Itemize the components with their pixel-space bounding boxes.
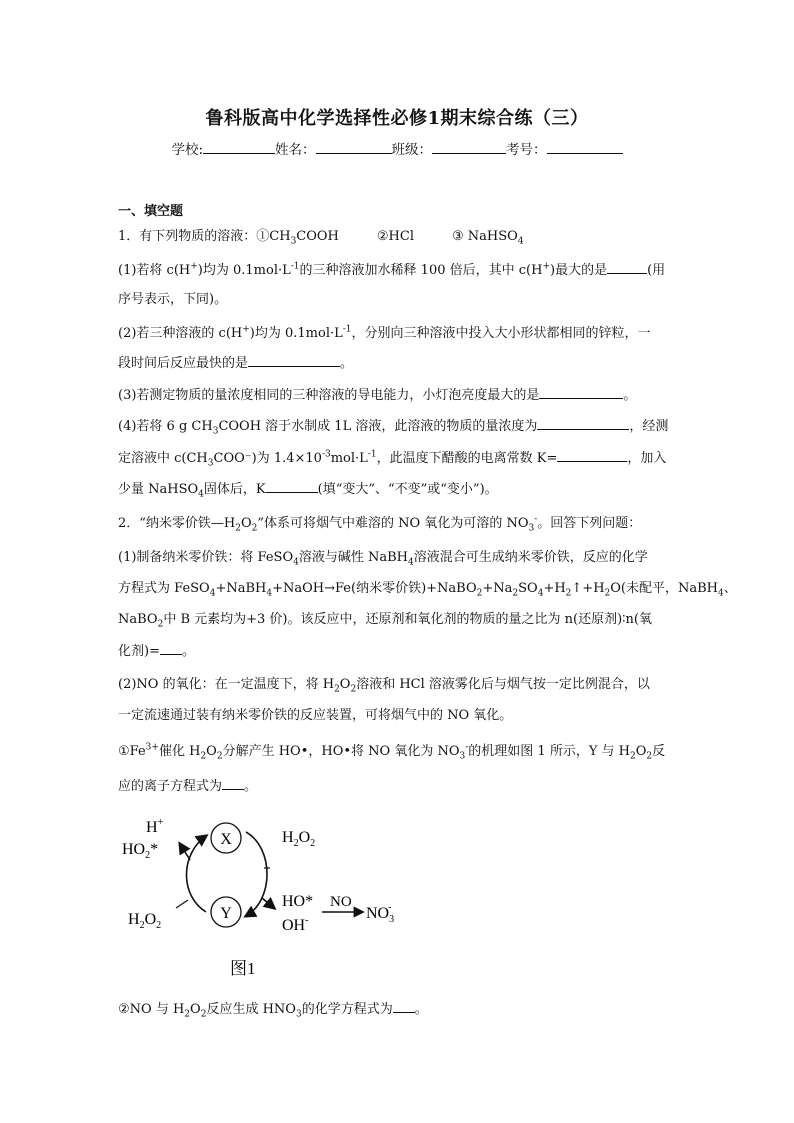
class-blank[interactable] xyxy=(432,139,506,154)
oh-minus-label: OH- xyxy=(282,915,309,934)
q1-part4-blank-k[interactable] xyxy=(557,448,627,462)
arrow-x-to-y xyxy=(246,832,267,916)
q1-part2: (2)若三种溶液的 c(H+)均为 $0.1mol\cdot L^{-1}$，分别向三种溶液中投入大小形状都相同的锌粒，一 xyxy=(118,324,651,341)
h-plus-label: H+ xyxy=(146,817,164,836)
arrow-to-ho2 xyxy=(180,844,190,860)
q2-part1-line2: 方程式为 FeSO$_4$+NaBH$_4$+NaOH→Fe(纳米零价铁)$+NaBO_2+Na_2SO_4+H_2↑+H_2O$(未配平，NaBH$_4$、 xyxy=(118,581,737,599)
q2-part2-line2: 一定流速通过装有纳米零价铁的反应装置，可将烟气中的 NO 氧化。 xyxy=(118,708,513,723)
ho2-star-label: $HO_2*$ xyxy=(122,841,159,861)
q1-part3-blank[interactable] xyxy=(539,385,623,399)
q2-sub1: $①Fe^{3+}$催化 $H_2O_2$分解产生 HO•，HO•将 NO 氧化为 $NO_3^-$的机理如图 1 所示，Y 与 $H_2O_2$反 xyxy=(118,742,666,762)
q2-part1-line3: NaBO$_2$中 B 元素均为+3 价)。该反应中，还原剂和氧化剂的物质的量之比为 n(还原剂)∶n(氧 xyxy=(118,612,652,630)
h2o2-left-label: $H_2O_2$ xyxy=(128,911,162,931)
no-label: NO xyxy=(330,894,352,910)
no3-label: $NO_3-$ xyxy=(366,902,395,925)
exam-no-label: 考号： xyxy=(506,142,547,158)
q2-part1-line4: 化剂)= 。 xyxy=(118,641,195,662)
q1-part4-blank-change[interactable] xyxy=(266,479,318,493)
q1-part4-blank-concentration[interactable] xyxy=(537,416,629,430)
q2-sub2-blank[interactable] xyxy=(393,999,415,1013)
name-blank[interactable] xyxy=(316,139,392,154)
q1-part4-line3: 少量 NaHSO$_4$固体后，K (填“变大”、“不变”或“变小”)。 xyxy=(118,479,498,500)
school-blank[interactable] xyxy=(203,139,275,154)
school-label: 学校: xyxy=(171,142,204,158)
name-label: 姓名： xyxy=(275,142,316,158)
q1-part1-line2: 序号表示，下同)。 xyxy=(118,292,228,307)
q1-part1: (1)若将 c(H+)均为 $0.1mol\cdot L^{-1}$的三种溶液加水稀释 100 倍后，其中 c(H+)最大的是 (用 xyxy=(118,261,666,278)
page-title: 鲁科版高中化学选择性必修1期末综合练（三） xyxy=(205,108,589,129)
q2-part2: (2)NO 的氧化：在一定温度下，将 $H_2O_2$溶液和 HCl 溶液雾化后与烟气按一定比例混合，以 xyxy=(118,677,650,695)
q1-part1-blank[interactable] xyxy=(607,260,647,274)
arrow-y-to-x xyxy=(187,836,207,912)
q2-sub1-line2: 应的离子方程式为 。 xyxy=(118,776,257,797)
h2o2-right-label: $H_2O_2$ xyxy=(282,829,316,849)
section-heading: 一、填空题 xyxy=(118,204,184,219)
ho-star-label: HO* xyxy=(282,893,314,910)
q1-part3: (3)若测定物质的量浓度相同的三种溶液的导电能力，小灯泡亮度最大的是 。 xyxy=(118,385,636,406)
q2-stem: 2．“纳米零价铁$—H_2O_2$”体系可将烟气中难溶的 NO 氧化为可溶的 $NO_3^-$。回答下列问题： xyxy=(118,514,642,534)
figure-caption: 图1 xyxy=(230,959,256,978)
q1-part4: (4)若将 6 g $CH_3COOH$ 溶于水制成 1L 溶液，此溶液的物质的量浓度为 ，经测 xyxy=(118,416,668,437)
node-x-label: X xyxy=(220,831,232,848)
q2-sub2: ②NO 与 $H_2O_2$反应生成 $HNO_3$的化学方程式为 。 xyxy=(118,999,428,1020)
mechanism-diagram xyxy=(118,808,418,983)
q2-part1-blank[interactable] xyxy=(160,641,182,655)
class-label: 班级： xyxy=(391,142,433,158)
arrow-to-ho-star xyxy=(262,898,274,908)
node-y-label: Y xyxy=(220,905,232,922)
q1-part2-blank[interactable] xyxy=(248,353,340,367)
q2-part1: (1)制备纳米零价铁：将 FeSO$_4$溶液与碱性 NaBH$_4$溶液混合可生成纳米零价铁，反应的化学 xyxy=(118,550,648,568)
exam-no-blank[interactable] xyxy=(547,139,623,154)
q2-sub1-blank[interactable] xyxy=(222,776,244,790)
student-info-row xyxy=(0,138,794,158)
h2o2-left-tick xyxy=(176,900,188,908)
q1-stem: 1．有下列物质的溶液：$①CH_3COOH$ ②HCl ③ NaHSO$_4$ xyxy=(118,229,524,247)
q1-part2-line2: 段时间后反应最快的是 。 xyxy=(118,353,353,374)
q1-part4-line2: 定溶液中 $c(CH_3COO^-)$为 $1.4\times 10^{-3}mol\cdot L^{-1}$，此温度下醋酸的电离常数 K= ，加入 xyxy=(118,449,667,469)
